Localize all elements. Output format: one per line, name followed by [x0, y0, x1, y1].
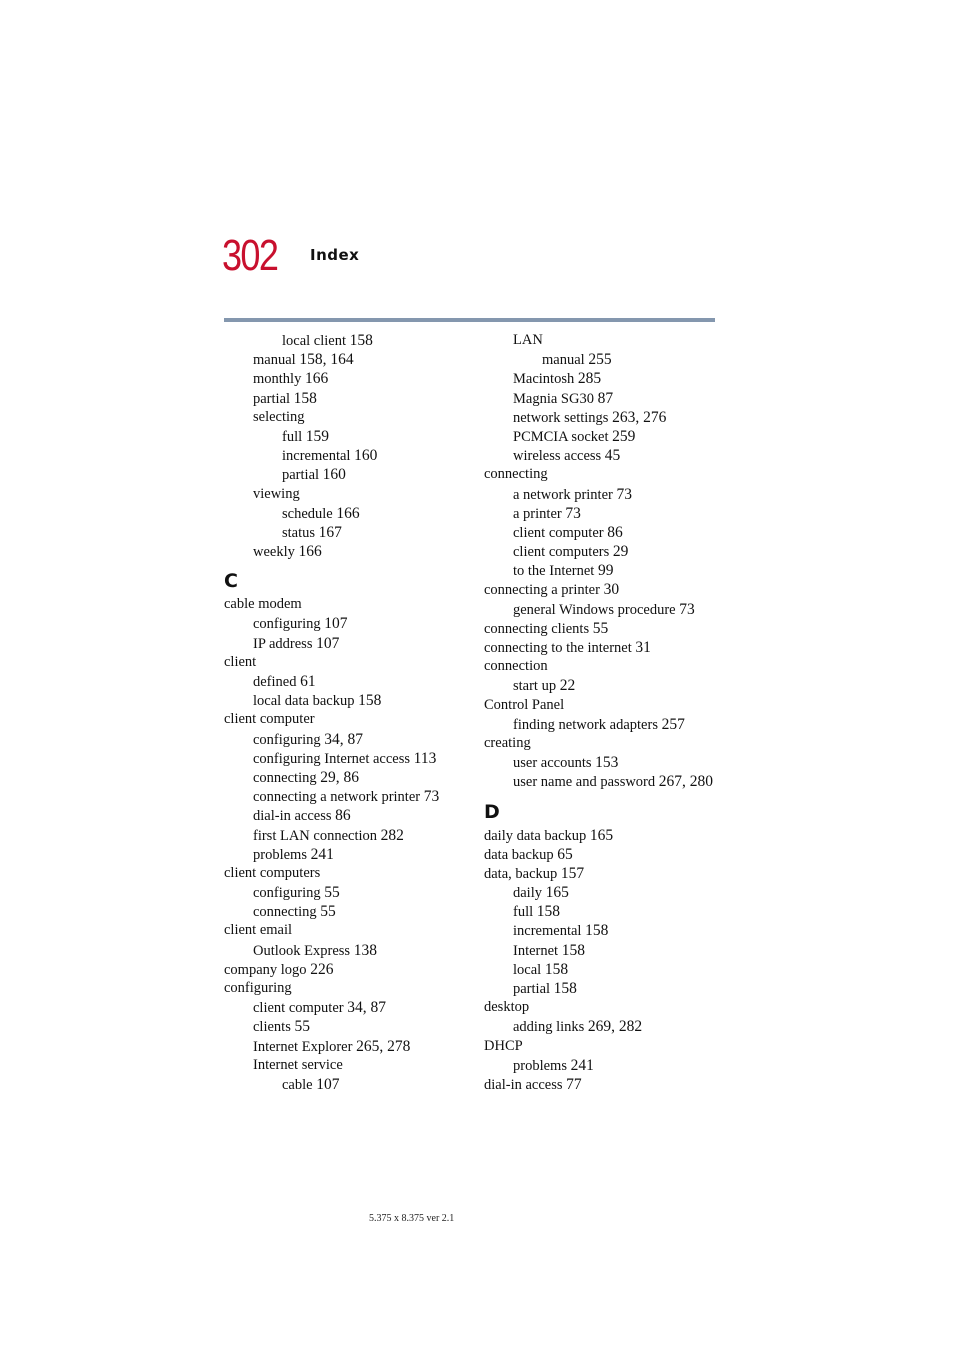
index-term: to the Internet — [513, 563, 595, 580]
footer-note: 5.375 x 8.375 ver 2.1 — [369, 1213, 455, 1224]
index-term: defined — [253, 674, 297, 690]
index-term: client computer — [224, 711, 315, 728]
index-entry — [484, 389, 724, 408]
index-page-ref: 257 — [661, 715, 685, 733]
index-entry — [224, 634, 474, 653]
index-entry — [224, 1037, 474, 1056]
index-entry — [224, 845, 474, 864]
index-entry — [224, 485, 474, 504]
index-entry — [484, 485, 724, 504]
index-page-ref: 34, 87 — [347, 999, 386, 1017]
index-entry — [224, 787, 474, 806]
index-entry — [484, 1017, 724, 1036]
index-page-ref: 73 — [423, 788, 440, 806]
index-term: partial — [282, 467, 320, 484]
index-term: IP address — [253, 635, 313, 652]
index-entry — [484, 941, 724, 960]
index-term: problems — [253, 846, 307, 863]
index-entry — [224, 883, 474, 902]
index-page-ref: 45 — [604, 447, 621, 465]
index-page-ref: 157 — [560, 864, 585, 882]
index-entry — [484, 331, 724, 350]
index-entry — [484, 979, 724, 998]
index-term: configuring — [253, 885, 321, 902]
index-entry — [484, 657, 724, 676]
index-term: creating — [484, 734, 531, 751]
index-term: monthly — [253, 371, 302, 388]
index-term: client computers — [513, 544, 610, 561]
index-page-ref: 159 — [305, 427, 330, 445]
index-page-ref: 34, 87 — [324, 730, 364, 748]
index-entry — [224, 730, 474, 749]
index-term: user name and password — [513, 774, 656, 791]
index-term: network settings — [513, 409, 609, 426]
index-entry — [224, 408, 474, 427]
index-page-ref: 29, 86 — [320, 768, 359, 786]
index-page-ref: 113 — [413, 749, 437, 767]
index-entry — [224, 614, 474, 633]
index-page-ref: 259 — [612, 427, 636, 445]
index-term: PCMCIA socket — [513, 428, 609, 445]
index-term: manual — [253, 352, 296, 369]
index-entry — [484, 1037, 724, 1056]
index-entry — [224, 1017, 474, 1036]
index-term: finding network adapters — [513, 716, 658, 733]
index-page-ref: 29 — [612, 543, 629, 561]
index-page-ref: 61 — [300, 673, 316, 690]
index-term: company logo — [224, 961, 307, 978]
index-entry — [224, 350, 474, 369]
index-entry — [484, 753, 724, 772]
index-term: cable — [282, 1076, 313, 1093]
index-term: selecting — [253, 408, 305, 425]
index-entry — [224, 768, 474, 787]
index-page-ref: 267, 280 — [658, 773, 714, 791]
index-entry — [224, 1056, 474, 1075]
index-entry — [484, 504, 724, 523]
running-head: Index — [310, 246, 360, 264]
index-term: configuring — [253, 616, 321, 633]
index-term: connecting a network printer — [253, 789, 421, 806]
index-page-ref: 269, 282 — [587, 1018, 643, 1036]
index-page-ref: 86 — [607, 523, 623, 541]
index-letter-heading: C — [224, 570, 238, 593]
index-page-ref: 107 — [324, 615, 348, 633]
index-entry — [224, 979, 474, 998]
index-term: Control Panel — [484, 696, 565, 713]
index-page-ref: 241 — [310, 845, 334, 863]
index-term: status — [282, 524, 316, 541]
index-entry — [224, 653, 474, 672]
index-page-ref: 153 — [595, 754, 619, 772]
index-term: full — [513, 904, 534, 921]
index-term: cable modem — [224, 596, 302, 613]
index-entry — [484, 921, 724, 940]
index-term: a printer — [513, 505, 562, 522]
index-page-ref: 55 — [324, 884, 340, 902]
index-entry — [224, 465, 474, 484]
index-page-ref: 166 — [298, 543, 322, 561]
index-term: partial — [513, 981, 551, 997]
index-page-ref: 160 — [354, 447, 378, 465]
index-term: Internet Explorer — [253, 1038, 353, 1055]
index-term: DHCP — [484, 1037, 523, 1054]
index-term: connecting a printer — [484, 582, 600, 599]
index-entry — [484, 619, 724, 638]
index-entry — [224, 691, 474, 710]
index-entry — [484, 826, 724, 845]
index-entry — [484, 600, 724, 619]
index-term: manual — [542, 352, 585, 369]
index-entry — [484, 408, 724, 427]
index-page-ref: 65 — [557, 845, 573, 863]
index-page-ref: 138 — [353, 941, 377, 959]
index-page-ref: 165 — [545, 884, 569, 902]
index-term: general Windows procedure — [513, 601, 676, 618]
index-term: local data backup — [253, 693, 355, 710]
index-page-ref: 158 — [544, 960, 569, 978]
index-entry — [224, 389, 474, 408]
index-entry — [224, 542, 474, 561]
index-page-ref: 73 — [565, 504, 581, 522]
index-entry — [484, 902, 724, 921]
index-column-left — [224, 331, 474, 1094]
index-entry — [484, 1056, 724, 1075]
index-page-ref: 158 — [553, 980, 577, 997]
index-term: client email — [224, 922, 293, 939]
index-page-ref: 73 — [616, 485, 632, 503]
index-entry — [484, 561, 724, 580]
index-page-ref: 107 — [316, 634, 340, 652]
index-term: connection — [484, 658, 548, 675]
index-term: adding links — [513, 1019, 585, 1036]
index-term: a network printer — [513, 486, 613, 503]
index-page-ref: 158 — [561, 941, 585, 959]
index-term: viewing — [253, 485, 300, 502]
index-page-ref: 241 — [570, 1056, 594, 1074]
index-term: connecting — [253, 904, 317, 921]
index-term: Outlook Express — [253, 942, 351, 959]
index-term: connecting to the internet — [484, 640, 632, 656]
index-term: user accounts — [513, 755, 592, 772]
index-term: dial-in access — [253, 808, 332, 825]
index-entry — [484, 845, 724, 864]
index-term: first LAN connection — [253, 827, 378, 844]
index-page-ref: 22 — [559, 677, 576, 695]
index-term: data, backup — [484, 865, 558, 882]
index-term: connecting clients — [484, 620, 590, 637]
index-term: daily data backup — [484, 827, 587, 844]
index-term: local client — [282, 333, 347, 349]
index-entry — [484, 350, 724, 369]
index-term: connecting — [484, 466, 548, 483]
index-page-ref: 55 — [592, 619, 609, 637]
index-term: incremental — [282, 448, 351, 465]
index-entry — [224, 504, 474, 523]
index-term: client computer — [253, 1000, 344, 1017]
index-page-ref: 87 — [597, 389, 614, 407]
index-term: clients — [253, 1019, 291, 1036]
index-page-ref: 31 — [635, 639, 651, 656]
index-term: Internet — [513, 942, 559, 959]
index-term: client computers — [224, 864, 321, 881]
index-term: daily — [513, 885, 542, 902]
index-entry — [484, 580, 724, 599]
index-entry — [224, 806, 474, 825]
index-entry — [224, 960, 474, 979]
index-page-ref: 158 — [536, 903, 561, 921]
index-entry — [484, 542, 724, 561]
index-page-ref: 86 — [335, 807, 351, 825]
index-term: LAN — [513, 332, 543, 348]
index-page-ref: 167 — [318, 523, 342, 541]
index-letter-heading: D — [484, 800, 500, 823]
index-term: desktop — [484, 999, 530, 1016]
index-entry — [224, 749, 474, 768]
index-term: schedule — [282, 505, 333, 522]
index-entry — [484, 998, 724, 1017]
index-entry — [224, 331, 474, 350]
index-term: partial — [253, 390, 291, 407]
index-entry — [224, 672, 474, 691]
index-entry — [484, 369, 724, 388]
index-entry — [484, 696, 724, 715]
index-entry — [484, 523, 724, 542]
index-page-ref: 160 — [322, 466, 346, 484]
index-term: client computer — [513, 524, 604, 541]
index-entry — [224, 1075, 474, 1094]
index-entry — [224, 595, 474, 614]
index-page-ref: 30 — [603, 581, 620, 599]
index-entry — [224, 369, 474, 388]
index-page-ref: 55 — [294, 1018, 310, 1036]
index-page-ref: 166 — [304, 370, 329, 388]
index-term: problems — [513, 1057, 567, 1074]
index-entry — [224, 446, 474, 465]
index-term: start up — [513, 678, 557, 695]
index-entry — [484, 446, 724, 465]
index-entry — [484, 864, 724, 883]
index-term: wireless access — [513, 448, 602, 465]
index-page-ref: 73 — [679, 600, 695, 618]
index-page-ref: 263, 276 — [612, 408, 667, 426]
index-page-ref: 158 — [293, 389, 317, 407]
index-term: Magnia SG30 — [513, 390, 594, 407]
index-entry — [224, 921, 474, 940]
index-term: configuring — [253, 731, 321, 748]
index-term: weekly — [253, 544, 295, 561]
index-entry — [484, 772, 724, 791]
index-term: Internet service — [253, 1056, 343, 1073]
page-number: 302 — [222, 231, 278, 280]
index-entry — [484, 960, 724, 979]
index-page-ref: 166 — [336, 504, 360, 522]
index-entry — [484, 676, 724, 695]
index-page-ref: 158 — [358, 692, 382, 710]
index-term: Macintosh — [513, 371, 575, 388]
index-term: dial-in access — [484, 1076, 563, 1093]
index-entry — [224, 427, 474, 446]
index-entry — [484, 465, 724, 484]
index-entry — [224, 710, 474, 729]
index-term: client — [224, 653, 257, 670]
index-term: configuring Internet access — [253, 750, 411, 767]
index-entry — [224, 902, 474, 921]
index-entry — [484, 883, 724, 902]
index-entry — [224, 826, 474, 845]
index-term: local — [513, 961, 542, 978]
index-column-right — [484, 331, 724, 1094]
index-page-ref: 158 — [585, 922, 609, 940]
index-page-ref: 55 — [320, 903, 336, 921]
index-page-ref: 265, 278 — [356, 1037, 411, 1055]
index-page-ref: 158, 164 — [299, 351, 354, 369]
index-entry — [484, 638, 724, 657]
index-entry — [224, 998, 474, 1017]
index-entry — [484, 715, 724, 734]
index-entry — [484, 427, 724, 446]
index-term: connecting — [253, 769, 317, 786]
index-page-ref: 77 — [566, 1075, 582, 1093]
index-page-ref: 226 — [310, 960, 334, 978]
index-entry — [224, 864, 474, 883]
index-page-ref: 107 — [316, 1075, 340, 1093]
header-rule — [224, 318, 715, 322]
index-entry — [224, 523, 474, 542]
index-entry — [484, 734, 724, 753]
index-page-ref: 158 — [349, 332, 373, 349]
index-term: configuring — [224, 980, 292, 996]
index-page-ref: 282 — [380, 826, 404, 844]
index-page-ref: 285 — [577, 370, 602, 388]
index-entry — [224, 941, 474, 960]
index-term: data backup — [484, 846, 554, 863]
index-term: incremental — [513, 923, 582, 940]
index-page-ref: 99 — [597, 562, 614, 580]
index-page-ref: 255 — [588, 351, 612, 369]
index-page-ref: 165 — [589, 826, 614, 844]
index-term: full — [282, 428, 303, 445]
index-entry — [484, 1075, 724, 1094]
